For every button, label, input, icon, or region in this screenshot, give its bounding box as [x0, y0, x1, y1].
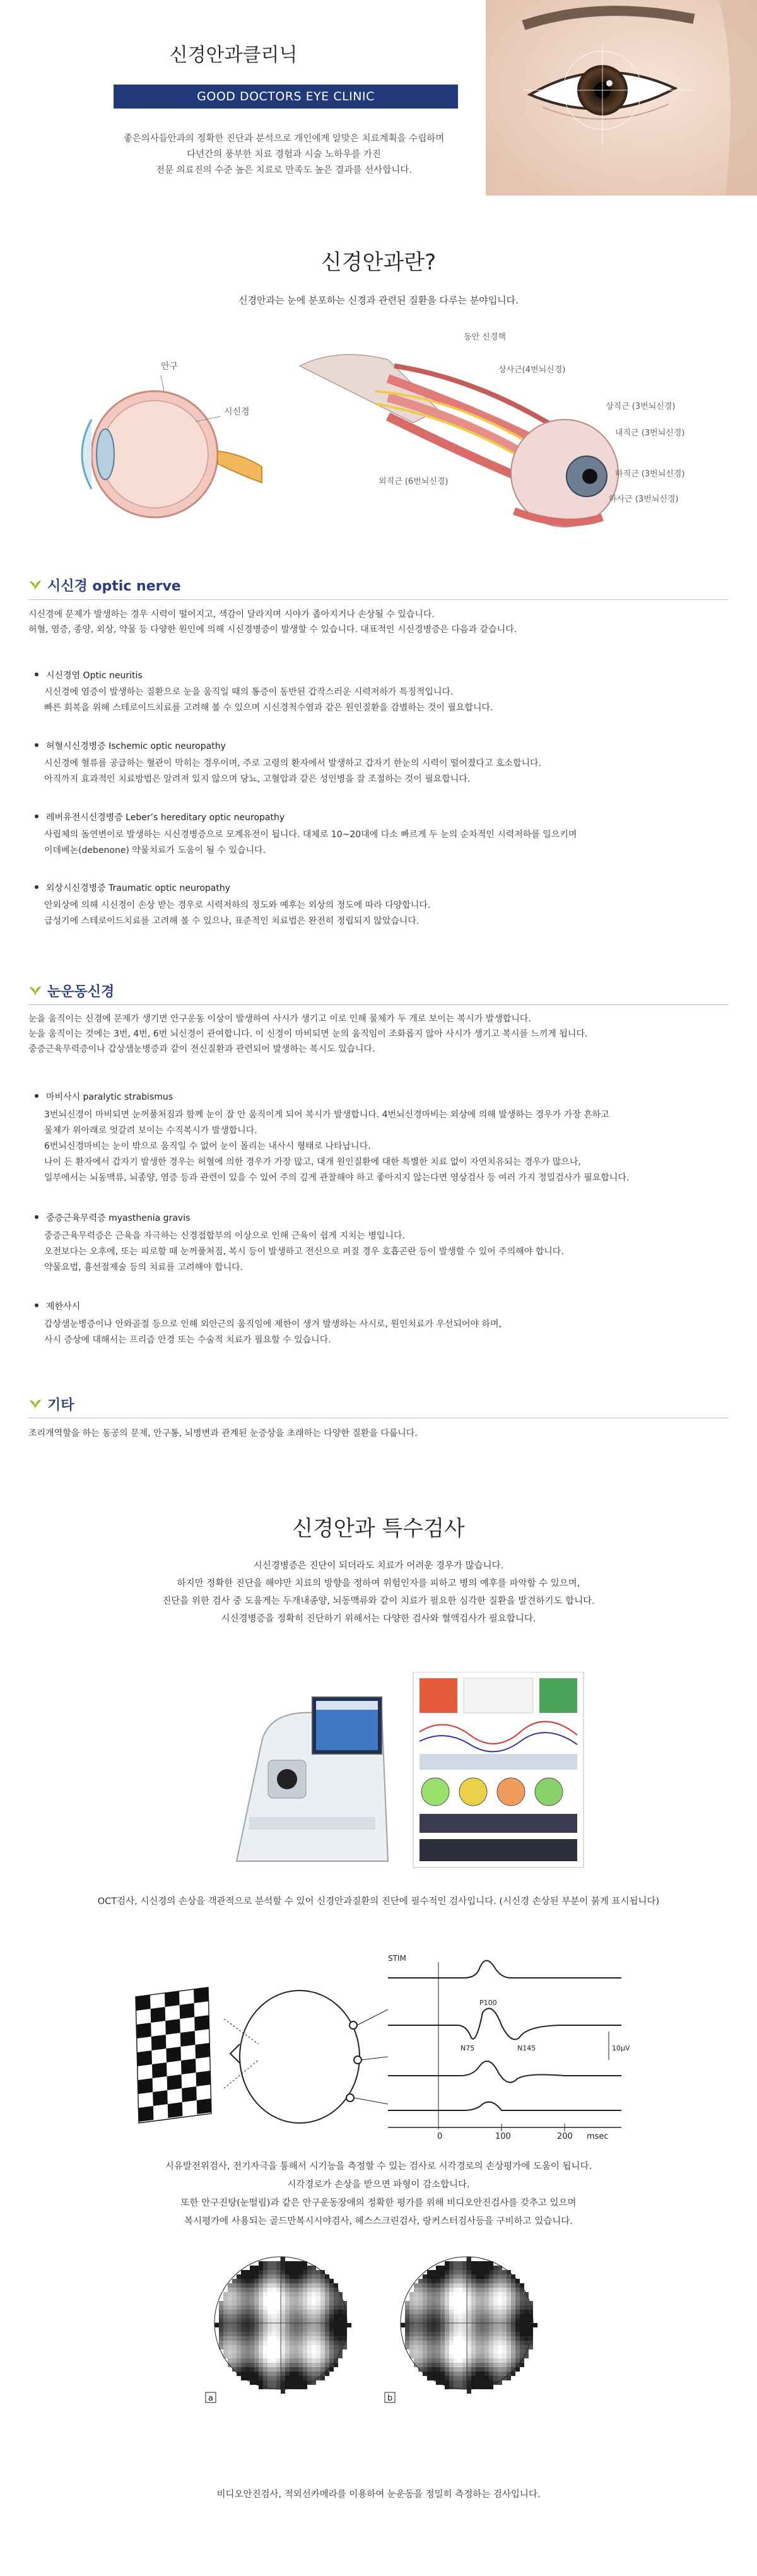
body-line: 오전보다는 오후에, 또는 피로할 때 눈꺼풀처짐, 복시 등이 발생하고 전신으로 퍼질 경우 호흡곤란 등이 발생할 수 있어 주의해야 합니다.	[44, 1247, 564, 1257]
body-line: 갑상샘눈병증이나 안와골절 등으로 인해 외안근의 움직임에 제한이 생겨 발생하는 사시로, 원인치료가 우선되어야 하며,	[44, 1319, 502, 1329]
body-line: 6번뇌신경마비는 눈이 밖으로 움직일 수 없어 눈이 몰리는 내사시 형태로 나타납니다.	[44, 1141, 371, 1151]
oct-caption: OCT검사, 시신경의 손상을 객관적으로 분석할 수 있어 신경안과질환의 진단에 필수적인 검사입니다. (시신경 손상된 부분이 붉게 표시됩니다)	[97, 1897, 660, 1907]
plot-b-label: b	[387, 2394, 393, 2403]
bullet-dot	[35, 885, 38, 889]
bullet-body	[44, 685, 732, 716]
bullet-title	[35, 1211, 729, 1224]
body-line: 약물요법, 흉선절제술 등의 치료를 고려해야 합니다.	[44, 1262, 244, 1273]
etc-heading	[28, 1394, 74, 1414]
intro-line: 중증근육무력증이나 갑상샘눈병증과 같이 전신질환과 관련되어 발생하는 복시도 있습니다.	[28, 1044, 375, 1054]
desc-line: 좋은의사들안과의 정확한 진단과 분석으로 개인에게 알맞은 치료계획을 수립하며	[123, 134, 445, 144]
bullet-title	[35, 669, 729, 681]
body-line: 빠른 회복을 위해 스테로이드치료를 고려해 볼 수 있으며 시신경척수염과 같은 원인질환을 감별하는 것이 필요합니다.	[44, 703, 493, 713]
bullet-title	[35, 739, 729, 752]
body-line: 일부에서는 뇌동맥류, 뇌종양, 염증 등과 관련이 있을 수 있어 주의 깊게 관찰해야 하고 좋아지지 않는다면 영상검사 등 여러 가지 정밀검사가 필요합니다.	[44, 1173, 630, 1183]
bullet-title-text: 레버유전시신경병증 Leber’s hereditary optic neuropathy	[46, 813, 285, 823]
body-line: 나이 든 환자에서 갑자기 발생한 경우는 허혈에 의한 경우가 가장 많고, 대개 원인질환에 대한 특별한 치료 없이 자연치유되는 경우가 많으나,	[44, 1157, 581, 1167]
section-subtitle: 신경안과는 눈에 분포하는 신경과 관련된 질환을 다루는 분야입니다.	[238, 295, 519, 306]
bullet-title	[35, 1300, 729, 1312]
heading-text: 눈운동신경	[47, 984, 115, 1000]
bullet-dot	[35, 815, 38, 818]
vep-caption	[0, 2158, 757, 2231]
bullet-dot	[35, 673, 38, 676]
bullet-body	[44, 898, 732, 929]
bullet-body	[44, 827, 732, 859]
desc-line: 시신경병증을 정확히 진단하기 위해서는 다양한 검사와 혈액검사가 필요합니다.	[221, 1614, 536, 1624]
special-description	[0, 1557, 757, 1628]
oct-machine	[237, 1697, 388, 1861]
desc-line: 진단을 위한 검사 중 도움게는 두개내종양, 뇌동맥류와 같이 치료가 필요한 심각한 질환을 발견하기도 합니다.	[162, 1596, 595, 1606]
optic-nerve-heading	[28, 575, 181, 595]
oct-figure	[224, 1672, 590, 1871]
etc-text: 조리개역할을 하는 동공의 문제, 안구통, 뇌병변과 관계된 눈증상을 초래하는 다양한 질환을 다룹니다.	[28, 1428, 418, 1438]
bullet-title-text: 중증근육무력증 myasthenia gravis	[46, 1213, 191, 1223]
leaf-icon	[28, 579, 42, 592]
body-line: 물체가 위아래로 엇갈려 보이는 수직복시가 발생합니다.	[44, 1126, 257, 1136]
tick-label: 200	[557, 2132, 573, 2141]
eye-photo	[486, 0, 757, 196]
caption-line: 시유발전위검사, 전기자극을 통해서 시기능을 측정할 수 있는 검사로 시각경로의 손상평가에 도움이 됩니다.	[165, 2161, 592, 2172]
label-superior-oblique: 상사근(4번뇌신경)	[498, 365, 566, 375]
desc-line: 시신경병증은 진단이 되더라도 치료가 어려운 경우가 많습니다.	[253, 1561, 504, 1571]
field-caption: 비디오안진검사, 적외선카메라를 이용하여 눈운동을 정밀히 측정하는 검사입니다.	[216, 2490, 541, 2500]
bullet-title-text: 마비사시 paralytic strabismus	[46, 1092, 173, 1102]
clinic-description	[63, 131, 505, 179]
label-lateral-rectus: 외직근 (6번뇌신경)	[378, 477, 449, 486]
bullet-title-text: 제한사시	[46, 1302, 81, 1312]
caption-line: 복시평가에 사용되는 골드만복시시야검사, 헤스스크린검사, 랑커스터검사등을 구비하고 있습니다.	[184, 2216, 573, 2226]
section-title: 신경안과란?	[320, 250, 437, 275]
intro-line: 시신경에 문제가 발생하는 경우 시력이 떨어지고, 색감이 달라지며 시야가 좁아지거나 손상될 수 있습니다.	[28, 609, 435, 620]
body-line: 아직까지 효과적인 치료방법은 알려져 있지 않으며 당뇨, 고혈압과 같은 성인병을 잘 조절하는 것이 필요합니다.	[44, 774, 471, 784]
optic-intro	[28, 607, 729, 637]
clinic-title: 신경안과클리닉	[169, 44, 298, 66]
eye-anatomy-illustration	[35, 328, 729, 546]
heading-text: 기타	[47, 1397, 74, 1413]
caption-line: 시각경로가 손상을 받으면 파형이 감소합니다.	[287, 2180, 470, 2190]
unit-label: msec	[587, 2132, 609, 2141]
bullet-title	[35, 811, 729, 823]
scale-label: 10μV	[612, 2044, 630, 2052]
divider	[28, 599, 729, 600]
caption-line: 또한 안구진탕(눈떨림)과 같은 안구운동장애의 정확한 평가를 위해 비디오안진검사를 갖추고 있으며	[180, 2198, 577, 2208]
tick-label: 100	[495, 2132, 511, 2141]
bullet-body	[44, 756, 732, 787]
n145-label: N145	[517, 2044, 536, 2052]
motility-heading	[28, 981, 114, 1001]
plot-a-label: a	[208, 2394, 213, 2403]
intro-line: 눈을 움직이는 신경에 문제가 생기면 안구운동 이상이 발생하여 사시가 생기고 이로 인해 물체가 두 개로 보이는 복시가 발생합니다.	[28, 1014, 531, 1024]
bullet-body	[44, 1317, 732, 1348]
label-oculomotor-nucleus: 동안 신경핵	[464, 332, 506, 342]
eye-cross-section	[82, 375, 262, 517]
divider	[28, 1004, 729, 1005]
heading-text: 시신경 optic nerve	[47, 579, 181, 594]
leaf-icon	[28, 1397, 42, 1411]
desc-line: 하지만 정확한 진단을 해야만 치료의 방향을 정하여 위험인자를 피하고 병의 예후를 파악할 수 있으며,	[177, 1579, 580, 1589]
n75-label: N75	[461, 2044, 475, 2052]
clinic-banner: GOOD DOCTORS EYE CLINIC	[114, 85, 458, 109]
body-line: 안외상에 의해 시신경이 손상 받는 경우로 시력저하의 정도와 예후는 외상의 정도에 따라 다양합니다.	[44, 900, 431, 910]
bullet-title	[35, 881, 729, 894]
bullet-title-text: 시신경염 Optic neuritis	[46, 671, 143, 681]
bullet-dot	[35, 743, 38, 747]
eye-muscle-diagram	[300, 355, 618, 527]
intro-line: 허혈, 염증, 종양, 외상, 약물 등 다양한 원인에 의해 시신경병증이 발생할 수 있습니다. 대표적인 시신경병증은 다음과 같습니다.	[28, 625, 517, 635]
body-line: 시신경에 염증이 발생하는 질환으로 눈을 움직일 때의 통증이 동반된 갑작스러운 시력저하가 특징적입니다.	[44, 687, 454, 697]
label-inferior-rectus: 하직근 (3번뇌신경)	[615, 469, 685, 479]
bullet-title-text: 외상시신경병증 Traumatic optic neuropathy	[46, 883, 231, 893]
label-superior-rectus: 상직근 (3번뇌신경)	[606, 402, 676, 411]
body-line: 급성기에 스테로이드치료를 고려해 볼 수 있으나, 표준적인 치료법은 완전히 정립되지 않았습니다.	[44, 916, 420, 926]
body-line: 3번뇌신경이 마비되면 눈꺼풀처짐과 함께 눈이 잘 안 움직이게 되어 복시가 발생합니다. 4번뇌신경마비는 외상에 의해 발생하는 경우가 가장 흔하고	[44, 1110, 609, 1120]
motility-intro	[28, 1011, 729, 1057]
bullet-title-text: 허혈시신경병증 Ischemic optic neuropathy	[46, 741, 226, 751]
bullet-body	[44, 1228, 732, 1276]
visual-field-plot-a	[214, 2257, 351, 2394]
vep-waveforms	[388, 1961, 621, 2132]
bullet-dot	[35, 1094, 38, 1098]
bullet-title	[35, 1090, 729, 1103]
section-title: 신경안과 특수검사	[292, 1516, 465, 1541]
bullet-dot	[35, 1215, 38, 1219]
leaf-icon	[28, 984, 42, 998]
label-optic-nerve: 시신경	[224, 407, 250, 417]
bullet-body	[44, 1107, 732, 1186]
p100-label: P100	[479, 1999, 497, 2007]
stim-label: STIM	[388, 1954, 406, 1963]
head-electrode-diagram	[224, 1991, 388, 2123]
checkerboard-stimulus	[136, 1987, 211, 2123]
intro-line: 눈을 움직이는 것에는 3번, 4번, 6번 뇌신경이 관여합니다. 이 신경이 마비되면 눈의 움직임이 조화롭지 않아 사시가 생기고 복시를 느끼게 됩니다.	[28, 1029, 588, 1039]
label-cornea: 안구	[161, 362, 179, 372]
label-medial-rectus: 내직근 (3번뇌신경)	[615, 428, 685, 438]
bullet-dot	[35, 1303, 38, 1307]
visual-field-figure	[202, 2252, 555, 2410]
body-line: 사립체의 돌연변이로 발생하는 시신경병증으로 모계유전이 됩니다. 대체로 10~20대에 다소 빠르게 두 눈의 순차적인 시력저하를 일으키며	[44, 830, 577, 840]
body-line: 사시 증상에 대해서는 프리즘 안경 또는 수술적 치료가 필요할 수 있습니다.	[44, 1335, 331, 1345]
body-line: 중증근육무력증은 근육을 자극하는 신경접합부의 이상으로 인해 근육이 쉽게 지치는 병입니다.	[44, 1231, 405, 1241]
vep-figure	[123, 1950, 634, 2142]
oct-report	[413, 1672, 584, 1867]
label-inferior-oblique: 하사근 (3번뇌신경)	[609, 495, 679, 504]
tick-label: 0	[437, 2132, 443, 2141]
desc-line: 전문 의료진의 수준 높은 치료로 만족도 높은 결과를 선사합니다.	[156, 165, 412, 175]
body-line: 시신경에 혈류를 공급하는 혈관이 막히는 경우이며, 주로 고령의 환자에서 발생하고 갑자기 한눈의 시력이 떨어졌다고 호소합니다.	[44, 758, 541, 768]
body-line: 이데베논(debenone) 약물치료가 도움이 될 수 있습니다.	[44, 845, 266, 856]
desc-line: 다년간의 풍부한 치료 경험과 시술 노하우를 가진	[187, 150, 381, 160]
header-section	[0, 0, 757, 189]
visual-field-plot-b	[401, 2257, 537, 2394]
